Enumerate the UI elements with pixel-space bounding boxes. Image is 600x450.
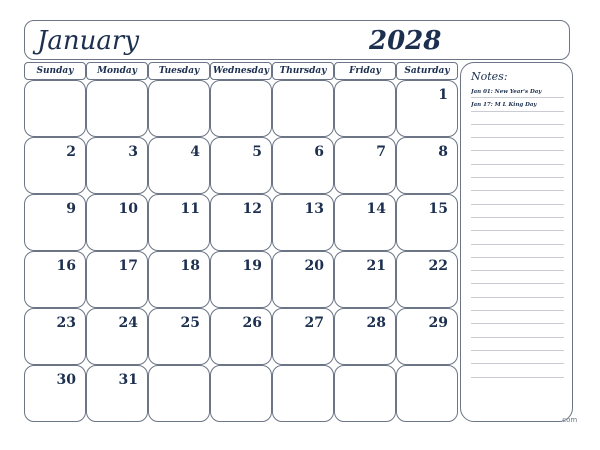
day-number: 11 xyxy=(180,201,200,217)
day-cell[interactable] xyxy=(24,194,86,251)
note-line[interactable] xyxy=(471,191,564,204)
day-cell[interactable] xyxy=(396,80,458,137)
day-cell[interactable] xyxy=(148,137,210,194)
day-number: 28 xyxy=(366,315,386,331)
notes-title: Notes: xyxy=(471,70,508,83)
day-number: 30 xyxy=(56,372,76,388)
day-number: 17 xyxy=(118,258,138,274)
note-line[interactable] xyxy=(471,324,564,337)
note-line[interactable] xyxy=(471,125,564,138)
day-cell[interactable] xyxy=(334,194,396,251)
note-line[interactable] xyxy=(471,258,564,271)
day-cell[interactable] xyxy=(334,80,396,137)
note-line[interactable]: Jan 01: New Year's Day xyxy=(471,85,564,98)
day-cell[interactable] xyxy=(24,365,86,422)
day-cell[interactable] xyxy=(396,308,458,365)
day-number: 25 xyxy=(180,315,200,331)
note-line[interactable] xyxy=(471,138,564,151)
day-cell[interactable] xyxy=(272,308,334,365)
note-line[interactable] xyxy=(471,351,564,364)
weekday-thursday: Thursday xyxy=(272,62,334,80)
note-line[interactable] xyxy=(471,151,564,164)
day-cell[interactable] xyxy=(396,194,458,251)
day-cell[interactable] xyxy=(24,251,86,308)
day-cell[interactable] xyxy=(148,194,210,251)
day-number: 31 xyxy=(118,372,138,388)
day-number: 22 xyxy=(428,258,448,274)
weekday-wednesday: Wednesday xyxy=(210,62,272,80)
day-cell[interactable] xyxy=(272,251,334,308)
day-cell[interactable] xyxy=(334,137,396,194)
day-number: 29 xyxy=(428,315,448,331)
day-number: 9 xyxy=(66,201,76,217)
day-number: 27 xyxy=(304,315,324,331)
day-cell[interactable] xyxy=(24,308,86,365)
day-number: 5 xyxy=(252,144,262,160)
footer-text: .com xyxy=(560,416,578,424)
day-cell[interactable] xyxy=(86,194,148,251)
note-line[interactable] xyxy=(471,178,564,191)
calendar-grid xyxy=(24,80,458,422)
note-line[interactable] xyxy=(471,231,564,244)
day-cell[interactable] xyxy=(272,365,334,422)
day-number: 8 xyxy=(438,144,448,160)
day-cell[interactable] xyxy=(210,251,272,308)
day-cell[interactable] xyxy=(272,137,334,194)
day-cell[interactable] xyxy=(86,308,148,365)
year-title: 2028 xyxy=(369,26,442,56)
day-number: 2 xyxy=(66,144,76,160)
day-number: 19 xyxy=(242,258,262,274)
weekday-saturday: Saturday xyxy=(396,62,458,80)
day-cell[interactable] xyxy=(148,251,210,308)
calendar-header xyxy=(24,20,570,60)
day-number: 15 xyxy=(428,201,448,217)
day-cell[interactable] xyxy=(272,194,334,251)
day-cell[interactable] xyxy=(334,251,396,308)
day-number: 20 xyxy=(304,258,324,274)
day-number: 24 xyxy=(118,315,138,331)
note-line[interactable]: Jan 17: M L King Day xyxy=(471,98,564,111)
month-title: January xyxy=(37,26,140,56)
day-number: 10 xyxy=(118,201,138,217)
day-cell[interactable] xyxy=(334,308,396,365)
day-number: 7 xyxy=(376,144,386,160)
day-number: 23 xyxy=(56,315,76,331)
day-cell[interactable] xyxy=(334,365,396,422)
note-line[interactable] xyxy=(471,311,564,324)
day-cell[interactable] xyxy=(210,308,272,365)
day-number: 1 xyxy=(438,87,448,103)
day-cell[interactable] xyxy=(24,80,86,137)
day-cell[interactable] xyxy=(210,194,272,251)
day-cell[interactable] xyxy=(396,137,458,194)
day-cell[interactable] xyxy=(86,365,148,422)
day-cell[interactable] xyxy=(148,308,210,365)
weekday-tuesday: Tuesday xyxy=(148,62,210,80)
day-cell[interactable] xyxy=(86,251,148,308)
note-line[interactable] xyxy=(471,112,564,125)
day-cell[interactable] xyxy=(272,80,334,137)
note-line[interactable] xyxy=(471,271,564,284)
day-number: 14 xyxy=(366,201,386,217)
day-number: 18 xyxy=(180,258,200,274)
weekday-monday: Monday xyxy=(86,62,148,80)
day-cell[interactable] xyxy=(148,80,210,137)
day-cell[interactable] xyxy=(86,137,148,194)
weekday-friday: Friday xyxy=(334,62,396,80)
weekday-sunday: Sunday xyxy=(24,62,86,80)
day-number: 3 xyxy=(128,144,138,160)
note-line[interactable] xyxy=(471,298,564,311)
note-line[interactable] xyxy=(471,245,564,258)
day-cell[interactable] xyxy=(86,80,148,137)
day-cell[interactable] xyxy=(396,251,458,308)
day-cell[interactable] xyxy=(210,80,272,137)
day-cell[interactable] xyxy=(24,137,86,194)
notes-panel xyxy=(460,62,573,422)
day-cell[interactable] xyxy=(396,365,458,422)
day-number: 12 xyxy=(242,201,262,217)
day-cell[interactable] xyxy=(210,137,272,194)
note-line[interactable] xyxy=(471,338,564,351)
note-line[interactable] xyxy=(471,284,564,297)
day-cell[interactable] xyxy=(210,365,272,422)
note-line[interactable] xyxy=(471,205,564,218)
day-number: 26 xyxy=(242,315,262,331)
day-number: 16 xyxy=(56,258,76,274)
weekday-header-row xyxy=(24,62,458,80)
notes-lines xyxy=(471,85,564,378)
day-cell[interactable] xyxy=(148,365,210,422)
day-number: 13 xyxy=(304,201,324,217)
note-line[interactable] xyxy=(471,165,564,178)
note-line[interactable] xyxy=(471,218,564,231)
day-number: 4 xyxy=(190,144,200,160)
day-number: 6 xyxy=(314,144,324,160)
day-number: 21 xyxy=(366,258,386,274)
note-line[interactable] xyxy=(471,364,564,377)
